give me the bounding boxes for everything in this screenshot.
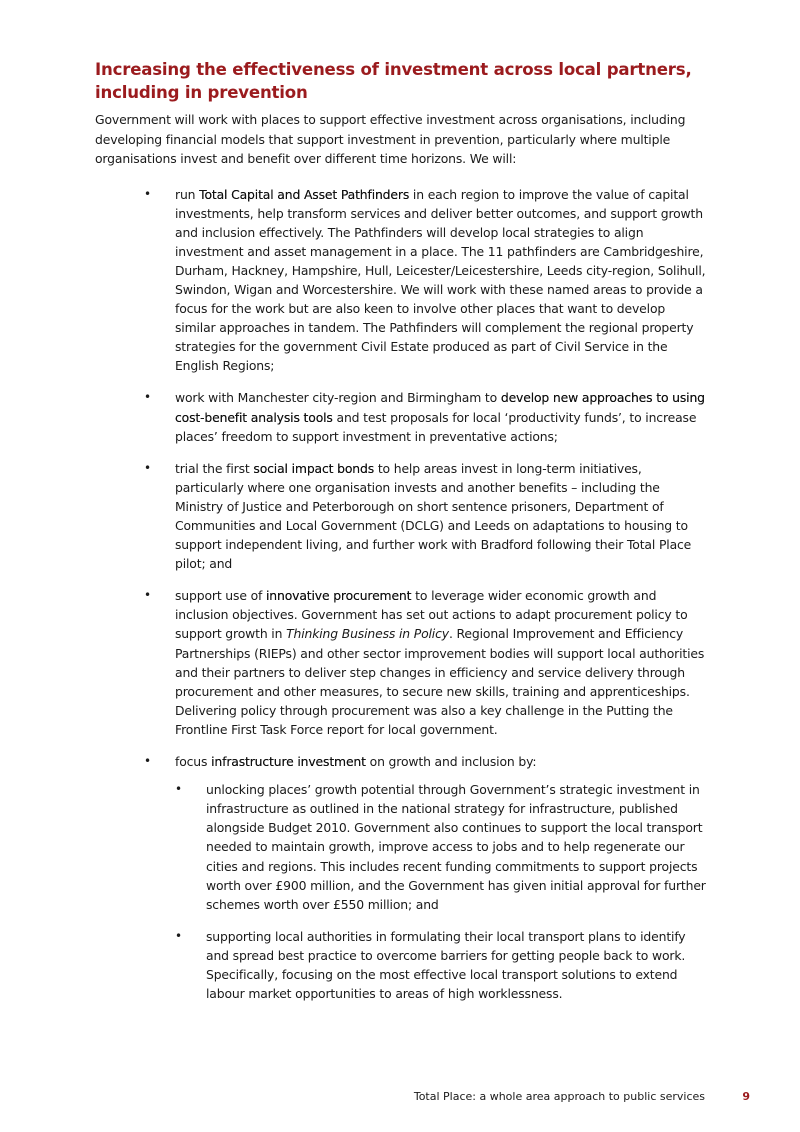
sub-list-item: • unlocking places’ growth potential through Government’s strategic investment in infrastructure as outlined in the national strategy for infrastructure, published alongside Budget 2010. Government also continues to support the local transport needed to maintain growth, improve access to jobs and to help regenerate our cities and regions. This includes recent funding commitments to support projects worth over £900 million, and the Government has given initial approval for further schemes worth over £550 million; and	[175, 782, 706, 912]
list-item: • focus infrastructure investment on growth and inclusion by: • unlocking places’ growth potential through Government’s strategic investment in infrastructure as outlined in the national strategy for infrastructure, published alongside Budget 2010. Government also continues to support the local transport needed to maintain growth, improve access to jobs and to help regenerate our cities and regions. This includes recent funding commitments to support projects worth over £900 million, and the Government has given initial approval for further schemes worth over £550 million; and • supporting local authorities in formulating their local transport plans to identify and spread best practice to overcome barriers for getting people back to work. Specifically, focusing on the most effective local transport solutions to extend labour market opportunities to areas of high worklessness.	[95, 752, 707, 1003]
page-number: 9	[742, 1090, 750, 1103]
list-item: • support use of innovative procurement to leverage wider economic growth and inclusion objectives. Government has set out actions to adapt procurement policy to support growth in Thinking Business in Policy. Regional Improvement and Efficiency Partnerships (RIEPs) and other sector improvement bodies will support local authorities and their partners to deliver step changes in efficiency and service delivery through procurement and other measures, to secure new skills, training and apprenticeships. Delivering policy through procurement was also a key challenge in the Putting the Frontline First Task Force report for local government.	[144, 588, 705, 737]
bullet-icon: •	[144, 186, 151, 201]
sub-list	[175, 780, 707, 1003]
publication-title: Thinking Business in Policy	[286, 626, 449, 642]
list-item: • work with Manchester city-region and Birmingham to develop new approaches to using cost-benefit analysis tools and test proposals for local ‘productivity funds’, to increase places’ freedom to support investment in preventative actions;	[144, 390, 705, 444]
bullet-icon: •	[144, 588, 151, 603]
highlight-term: social impact bonds	[253, 460, 375, 476]
list-item: • trial the first social impact bonds to help areas invest in long-term initiatives, particularly where one organisation invests and another benefits – including the Ministry of Justice and Peterborough on short sentence prisoners, Department of Communities and Local Government (DCLG) and Leeds on adaptations to housing to support independent living, and further work with Bradford following their Total Place pilot; and	[144, 460, 692, 572]
intro-paragraph: Government will work with places to support effective investment across organisations, including developing financial models that support investment in prevention, particularly where multiple organisations invest and benefit over different time horizons. We will:	[95, 112, 686, 166]
highlight-term: innovative procurement	[266, 588, 412, 604]
bullet-icon: •	[144, 460, 151, 475]
bullet-icon: •	[175, 928, 182, 943]
highlight-term: infrastructure investment	[211, 754, 366, 770]
bullet-icon: •	[144, 390, 151, 405]
highlight-term: develop new approaches to using cost-benefit analysis tools	[175, 390, 705, 425]
bullet-icon: •	[175, 782, 182, 797]
document-body	[95, 58, 707, 1016]
section-heading: Increasing the effectiveness of investment across local partners, including in prevention	[95, 60, 692, 102]
sub-list-item: • supporting local authorities in formulating their local transport plans to identify and spread best practice to overcome barriers for getting people back to work. Specifically, focusing on the most effective local transport solutions to extend labour market opportunities to areas of high worklessness.	[175, 928, 686, 1002]
bullet-icon: •	[144, 754, 151, 769]
action-list	[95, 185, 707, 1004]
list-item: • run Total Capital and Asset Pathfinders in each region to improve the value of capital investments, help transform services and deliver better outcomes, and support growth and inclusion effectively. The Pathfinders will develop local strategies to align investment and asset management in a place. The 11 pathfinders are Cambridgeshire, Durham, Hackney, Hampshire, Hull, Leicester/Leicestershire, Leeds city-region, Solihull, Swindon, Wigan and Worcestershire. We will work with these named areas to provide a focus for the work but are also keen to involve other places that want to develop similar approaches in tandem. The Pathfinders will complement the regional property strategies for the government Civil Estate produced as part of Civil Service in the English Regions;	[144, 186, 706, 374]
highlight-term: Total Capital and Asset Pathfinders	[199, 186, 410, 202]
footer-title: Total Place: a whole area approach to public services	[413, 1090, 705, 1103]
